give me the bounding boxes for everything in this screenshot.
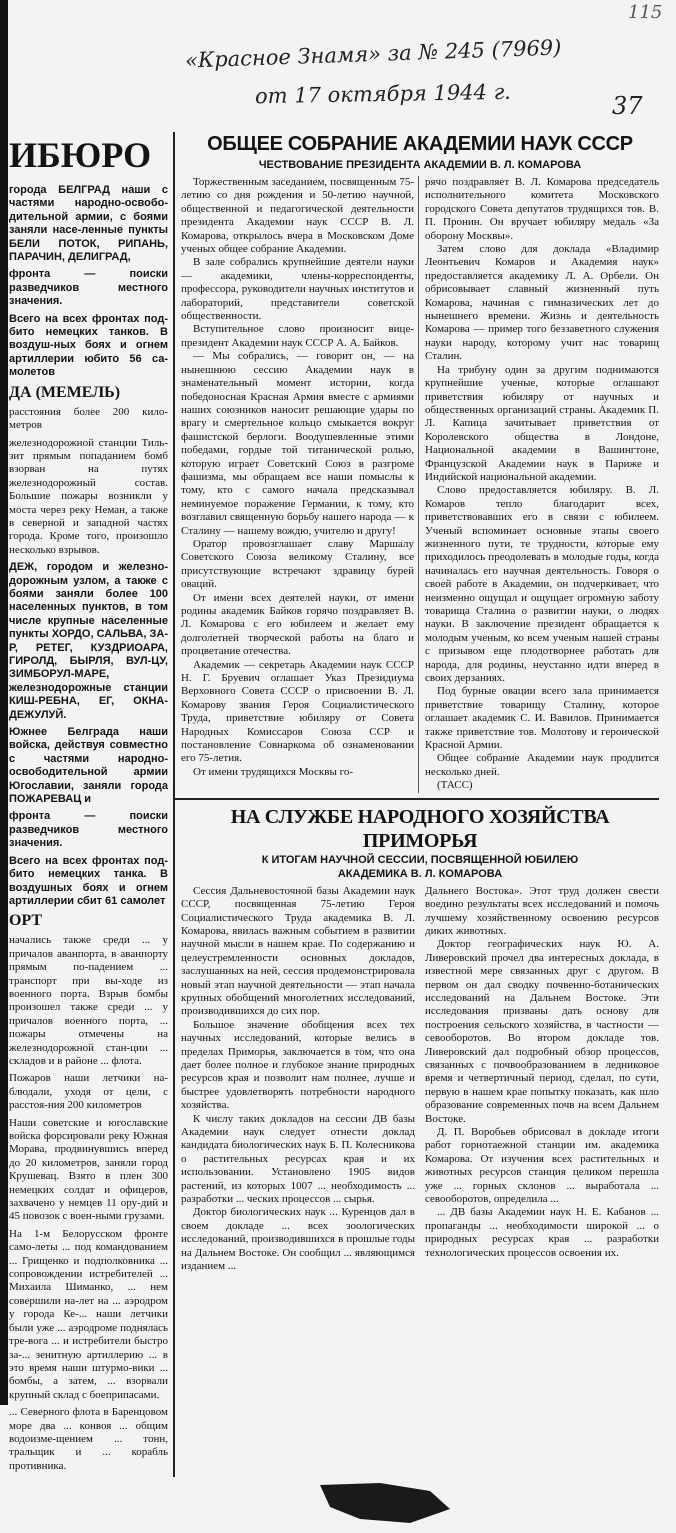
article1-column-1 xyxy=(181,176,419,793)
left-subheading: ДА (МЕМЕЛЬ) xyxy=(9,383,121,401)
torn-paper-damage xyxy=(0,1483,676,1533)
article2-column-1 xyxy=(181,885,415,1274)
paragraph: Доктор географических наук Ю. А. Ливеровский прочел два интересных доклада, в известной мере связанных друг с другом. В первом он дал сводку почвенно-ботанических исследований на Дальнем Востоке. Эти исследования призваны дать основу для построения сельского хозяйства, в частности — севооборотов. Во втором докладе тов. Ливеровский дал подробный обзор процессов, связанных с почвообразованием в ледниковое время и четвертичный период, сделал, по сути, первую в нашем крае попытку показать, как шло образование современных почв на всем Дальнем Востоке. xyxy=(425,938,659,1125)
handwritten-page-number: 37 xyxy=(612,92,643,120)
article2-body xyxy=(181,885,659,1274)
left-paragraph: Пожаров наши летчики на-блюдали, уходя от цели, с расстоя-ния 200 километров xyxy=(9,1072,168,1112)
paragraph: Слово предоставляется юбиляру. В. Л. Комаров тепло благодарит всех, приветствовавших его в связи с юбилеем. Ученый вспоминает основные этапы своего жизненного пути, те трудности, которые ему приходилось преодолевать в молодые годы, когда начиналась его научная деятельность. Говоря о своей работе в Академии, он подчеркивает, что неизменно ощущал и ощущает огромную заботу товарища Сталина о развитии науки, о людях науки. В заключение президент обращается к молодым ученым, ко всем ученым нашей страны с призывом еще плодотворнее работать для народа, для родины, неустанно идти вперед в своих дерзаниях. xyxy=(425,484,659,685)
paragraph: Академик — секретарь Академии наук СССР Н. Г. Бруевич оглашает Указ Президиума Верховного Совета СССР о присвоении В. Л. Комарову звания Героя Социалистического Труда, приветствие юбиляру от Совета Народных Комиссаров Союза ССР и постановление Совнаркома об ознаменовании его 75-летия. xyxy=(181,658,414,765)
torn-hole xyxy=(320,1483,450,1523)
article2-subtitle: К ИТОГАМ НАУЧНОЙ СЕССИИ, ПОСВЯЩЕННОЙ ЮБИЛЕЮ xyxy=(261,853,579,866)
paragraph: — Мы собрались, — говорит он, — на нынешнюю сессию Академии наук в знаменательный момент истории, когда победоносная Красная Армия вместе с армиями наших союзников наносит решающие удары по врагу и смертельное кольцо смыкается вокруг фашистской берлоги. Воодушевленные этими победами, гордые той титанической ролью, которую играет Советский Союз в разгроме фашизма, мы обращаем все наши помыслы к тому, кто с самого начала предсказывал неминуемое поражение Германии, к тому, кто возглавил священную борьбу нашего народа — к Сталину — нашему вождю, учителю и другу! xyxy=(181,350,414,537)
archive-mark: 115 xyxy=(628,2,663,23)
paragraph: Торжественным заседанием, посвященным 75-летию со дня рождения и 50-летию научной, общественной и педагогической деятельности президента Академии наук СССР В. Л. Комарова, открылось вчера в Московском Доме ученых общее собрание Академии. xyxy=(181,176,414,256)
article1-subtitle: ЧЕСТВОВАНИЕ ПРЕЗИДЕНТА АКАДЕМИИ В. Л. КОМАРОВА xyxy=(258,159,582,171)
left-subheading: ОРТ xyxy=(9,912,43,930)
paragraph: На трибуну один за другим поднимаются крупнейшие ученые, которые оглашают приветствия юбиляру от научных и общественных организаций страны. Академик П. Л. Капица зачитывает приветствия от Королевского общества в Лондоне, Национальной академии в Вашингтоне, Французской Академии наук в Париже и Индийской национальной академии. xyxy=(425,363,659,483)
source-credit: (ТАСС) xyxy=(437,779,473,792)
left-paragraph: На 1-м Белорусском фронте само-леты ... под командованием ... Грищенко и подполковника ... сопровождении истребителей ... Михаила Шиманко, ... нем совершили на-лет на ... аэродром у города Ке-... наши летчики были уже ... аэродроме поднялась тре-вога ... и истребители быстро за-... зенитную артиллерию ... в это время наши штурмо-вики ... бомбы, а затем, ... взорвали крупный склад с боеприпасами. xyxy=(9,1227,168,1401)
paragraph: Сессия Дальневосточной базы Академии наук СССР, посвященная 75-летию Героя Социалистического Труда академика В. Л. Комарова, явилась важным событием в развитии научной мысли в нашем крае. По содержанию и целеустремленности основных докладов, заслушанных на ней, сессия продемонстрировала новый этап научной деятельности — этап начала крупных обобщений многолетних исследований, производившихся до сих пор. xyxy=(181,884,415,1018)
paragraph: Общее собрание Академии наук продлится несколько дней. xyxy=(425,752,659,778)
paragraph: От имени трудящихся Москвы го- xyxy=(193,765,353,778)
paragraph: Вступительное слово произносит вице-президент Академии наук СССР А. А. Байков. xyxy=(181,323,414,349)
paragraph: Д. П. Воробьев обрисовал в докладе итоги работ горнотаежной станции им. академика Комарова. От изучения всех растительных и животных ресурсов станция целиком перешла уже ... горных склонов ... выработала ... севооборотов, определила ... xyxy=(425,1126,659,1206)
handwritten-date: от 17 октября 1944 г. xyxy=(254,79,512,109)
article1-title: ОБЩЕЕ СОБРАНИЕ АКАДЕМИИ НАУК СССР xyxy=(207,133,633,155)
paragraph: Доктор биологических наук ... Куренцов дал в своем докладе ... всех зоологических исследований, производившихся в прошлые годы на Дальнем Востоке. Он сообщил ... являющимся изданием ... xyxy=(181,1206,415,1273)
article1-body xyxy=(181,176,659,793)
paragraph: Затем слово для доклада «Владимир Леонтьевич Комаров и Академия наук» предоставляется академику Л. А. Орбели. Он обрисовывает славный жизненный путь Комарова, начиная с гимназических лет до нынешнего времени. Жизнь и деятельность Комарова — пример того беззаветного служения науки народу, которому учит нас товарищ Сталин. xyxy=(425,243,659,363)
paragraph: ... ДВ базы Академии наук Н. Е. Кабанов ... пропаганды ... необходимости широкой ... о природных ресурсах края ... разработки технологических процессов освоения их. xyxy=(425,1206,659,1259)
article2-title: НА СЛУЖБЕ НАРОДНОГО ХОЗЯЙСТВА ПРИМОРЬЯ xyxy=(230,805,610,852)
paragraph: Оратор провозглашает славу Маршалу Советского Союза великому Сталину, все присутствующие встречают здравицу бурей оваций. xyxy=(181,537,414,591)
left-column-fragment xyxy=(9,132,175,1477)
left-paragraph: железнодорожной станции Тиль-зит прямым попаданием бомб взорван на путях железнодорожный состав. Большие пожары возникли у моста через реку Неман, а также в северной и западной частях города. Кроме того, произошло несколько взрывов. xyxy=(9,436,168,556)
left-paragraph: фронта — поиски разведчиков местного значения. xyxy=(9,810,168,850)
paragraph: От имени всех деятелей науки, от имени родины академик Байков горячо поздравляет В. Л. Комарова с его юбилеем и желает ему долголетней творческой работы на благо и процветание отечества. xyxy=(181,591,414,658)
left-paragraph: ДЕЖ, городом и железно-дорожным узлом, а также с боями заняли более 100 населенных пунктов, в том числе крупные населенные пункты ХОРДО, САЛЬВА, ЗА-Р, РЕТЕГ, КУЗДРИОАРА, ГИРОЛД, БЫРЛЯ, ВУЛ-ЦУ, ЗИМБОРУЛ-МАРЕ, железнодорожные станции КИШ-РЕБНА, ЕГ, ОКНА-ДЕЖУЛУЙ. xyxy=(9,561,168,721)
handwritten-source: «Красное Знамя» за № 245 (7969) xyxy=(184,35,562,73)
left-paragraph: Наши советские и югославские войска форсировали реку Южная Морава, продвинувшись вперед до 20 километров, заняли город Крушевац. Взято в плен 300 немецких солдат и офицеров, захвачено у немцев 11 ору-дий и 45 повозок с воен-ными грузами. xyxy=(9,1116,168,1223)
article1-column-2 xyxy=(425,176,659,793)
article2-column-2 xyxy=(425,885,659,1274)
article2-subtitle-2: АКАДЕМИКА В. Л. КОМАРОВА xyxy=(337,867,503,880)
article-divider xyxy=(175,798,659,800)
left-paragraph: города БЕЛГРАД наши с частями народно-освобо-дительной армии, с боями заняли насе-ленные пункты БЕЛИ ПОТОК, РИПАНЬ, ПАРАЧИН, ДЕЛИГРАД, xyxy=(9,184,168,264)
paragraph: В зале собрались крупнейшие деятели науки — академики, члены-корреспонденты, профессора, руководители научных институтов и лабораторий, представители советской общественности. xyxy=(181,256,414,323)
paragraph: К числу таких докладов на сессии ДВ базы Академии наук следует отнести доклад кандидата биологических наук Б. П. Колесникова о растительных ресурсах края и их использовании. Установлено 1905 видов растений, из которых 1007 ... необходимость ... разработки ... ческих процессов ... сырья. xyxy=(181,1112,415,1206)
left-paragraph: фронта — поиски разведчиков местного значения. xyxy=(9,268,168,308)
scan-edge xyxy=(0,0,8,1405)
left-paragraph: начались также среди ... у причалов аванпорта, в аванпорту прямым по-падением ... транспорт при вы-ходе из военного порта. Взрыв бомбы произошел также среди ... у причалов военного порта, ... пожары отмечены на железнодорожной стан-ции ... складов и в районе ... флота. xyxy=(9,934,168,1067)
paragraph: Дальнего Востока». Этот труд должен свести воедино результаты всех исследований и помочь лучшему хозяйственному освоению ресурсов диких животных. xyxy=(425,884,659,937)
left-paragraph: ... Северного флота в Баренцовом море два ... конвоя ... общим водоизме-щением ... тонн, тральщик и ... корабль противника. xyxy=(9,1406,168,1472)
left-heading: ИБЮРО xyxy=(9,135,152,175)
left-paragraph: Всего на всех фронтах под-бито немецких танков. В воздуш-ных боях и огнем артиллерии юбито 56 са-молетов xyxy=(9,312,168,379)
paragraph: рячо поздравляет В. Л. Комарова председатель исполнительного комитета Московского городского Совета депутатов трудящихся тов. В. П. Пронин. Он вручает юбиляру медаль «За оборону Москвы». xyxy=(425,176,659,242)
left-paragraph: Южнее Белграда наши войска, действуя совместно с частями народно-освободительной армии Югославии, заняли города ПОЖАРЕВАЦ и xyxy=(9,726,168,806)
left-paragraph: расстояния более 200 кило-метров xyxy=(9,405,168,432)
paragraph: Под бурные овации всего зала принимается приветствие товарищу Сталину, которое оглашает академик С. И. Вавилов. Принимается также приветствие тов. Молотову и героической Красной Армии. xyxy=(425,685,659,752)
main-articles xyxy=(175,132,659,1477)
left-paragraph: Всего на всех фронтах под-бито немецких танка. В воздушных боях и огнем артиллерии сбит 61 самолет xyxy=(9,854,168,907)
paragraph: Большое значение обобщения всех тех научных исследований, которые велись в пределах Приморья, заключается в том, что она дает более полное и глубокое знание природных ресурсов края и позволит нам полнее, лучше и быстрее удовлетворять потребности народного хозяйства. xyxy=(181,1018,415,1112)
